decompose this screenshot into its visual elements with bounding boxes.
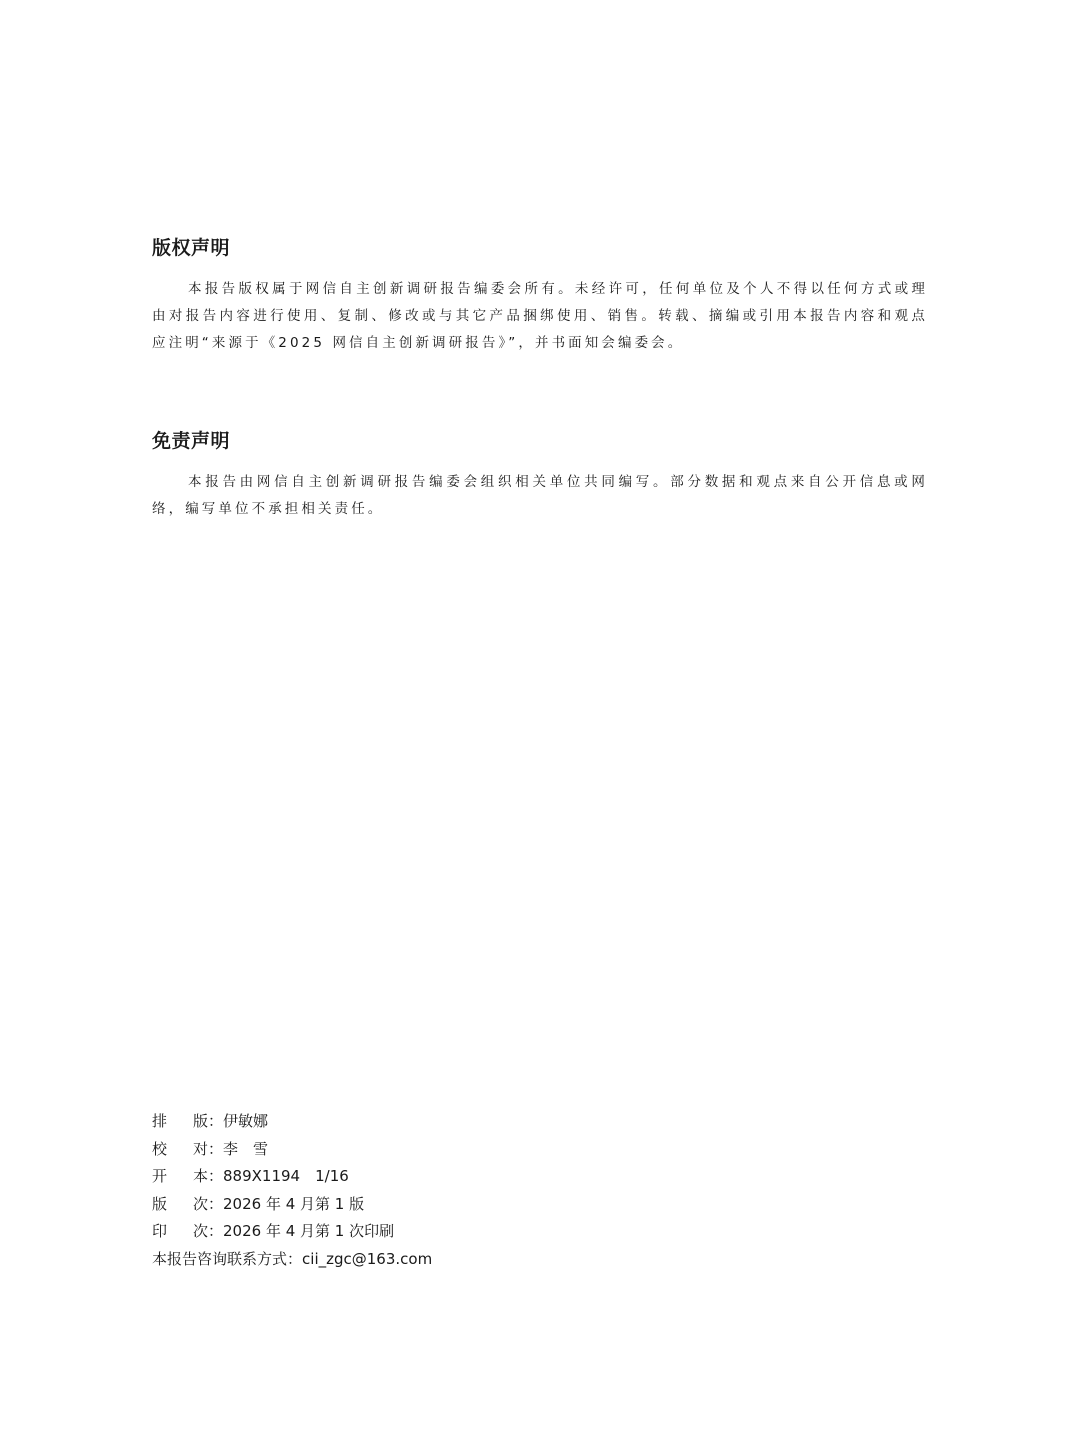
credit-format: [152, 1163, 432, 1191]
credit-colon: ：: [208, 1139, 224, 1158]
credit-typesetting: [152, 1108, 432, 1136]
credit-printing: [152, 1218, 432, 1246]
credit-proofreading-label: 校 对: [152, 1139, 208, 1158]
credit-colon: ：: [208, 1194, 224, 1213]
credit-contact: [152, 1246, 432, 1274]
credit-edition-value: 2026 年 4 月第 1 版: [223, 1194, 365, 1213]
credit-contact-email: cii_zgc@163.com: [302, 1249, 433, 1268]
disclaimer-heading: 免责声明: [152, 430, 231, 452]
credit-typesetting-value: 伊敏娜: [223, 1112, 269, 1130]
disclaimer-body: 本报告由网信自主创新调研报告编委会组织相关单位共同编写。部分数据和观点来自公开信息或网络，编写单位不承担相关责任。: [152, 474, 928, 517]
credit-colon: ：: [208, 1112, 224, 1130]
credit-proofreading-value: 李 雪: [223, 1139, 269, 1158]
disclaimer-section: [152, 426, 928, 523]
credit-edition-label: 版 次: [152, 1194, 208, 1213]
credit-format-value: 889X1194 1/16: [223, 1167, 349, 1185]
credit-colon: ：: [287, 1249, 303, 1268]
copyright-heading: 版权声明: [152, 237, 231, 259]
credit-printing-value: 2026 年 4 月第 1 次印刷: [223, 1222, 395, 1240]
credits-block: [152, 1108, 432, 1273]
credit-proofreading: [152, 1136, 432, 1164]
credit-colon: ：: [208, 1222, 224, 1240]
credit-edition: [152, 1191, 432, 1219]
credit-colon: ：: [208, 1167, 224, 1185]
credit-typesetting-label: 排 版: [152, 1112, 208, 1130]
copyright-section: [152, 233, 928, 357]
credit-format-label: 开 本: [152, 1167, 208, 1185]
copyright-body: 本报告版权属于网信自主创新调研报告编委会所有。未经许可，任何单位及个人不得以任何方式或理由对报告内容进行使用、复制、修改或与其它产品捆绑使用、销售。转载、摘编或引用本报告内容和观点应注明“来源于《2025 网信自主创新调研报告》”，并书面知会编委会。: [152, 281, 928, 351]
credit-printing-label: 印 次: [152, 1222, 208, 1240]
credit-contact-label: 本报告咨询联系方式: [152, 1249, 288, 1268]
